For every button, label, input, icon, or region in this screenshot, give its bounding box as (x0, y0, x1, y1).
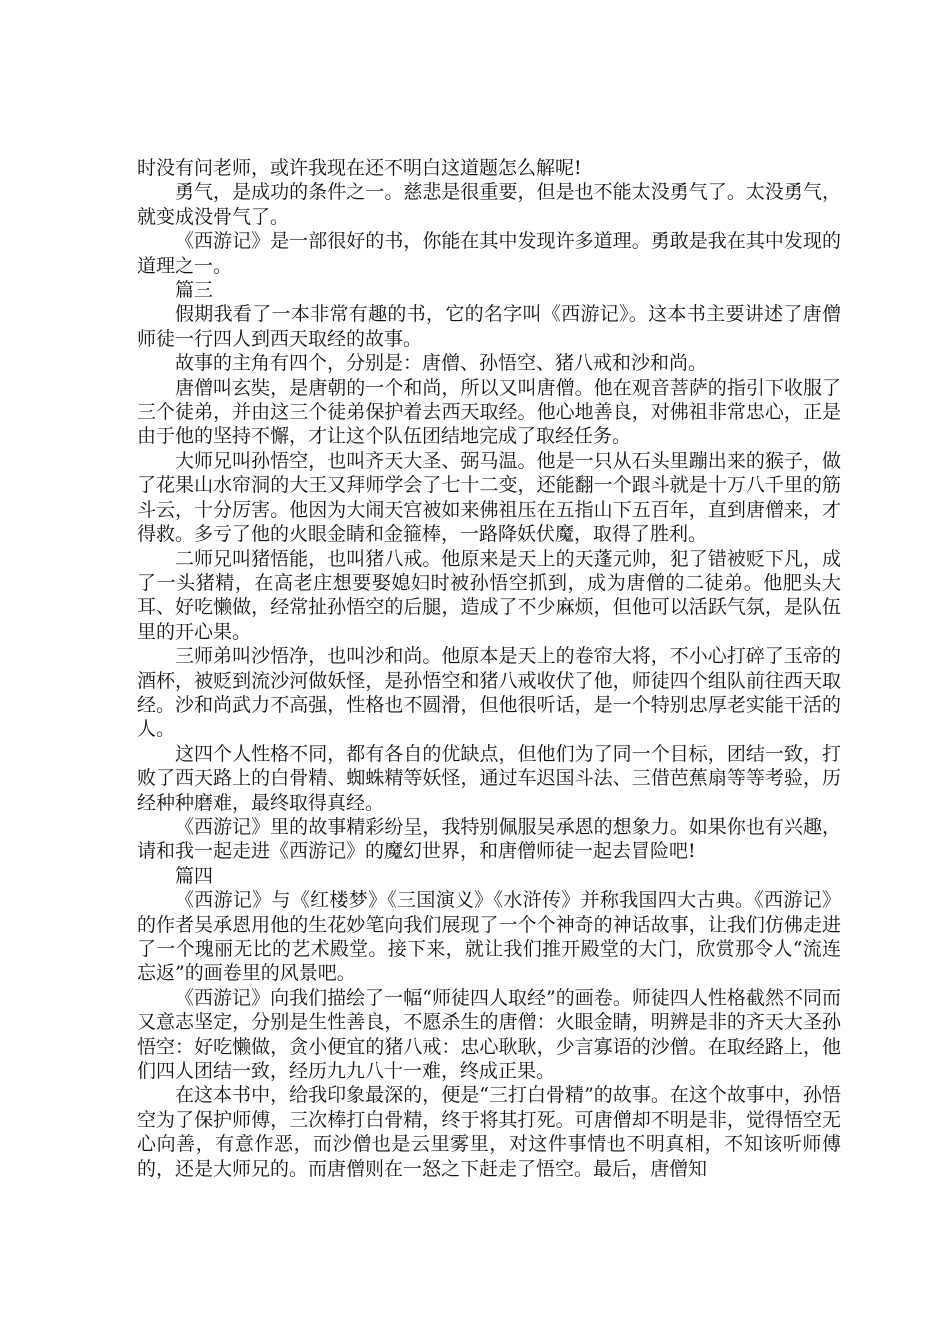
paragraph-pilgrimage-picture: 《西游记》向我们描绘了一幅“师徒四人取经”的画卷。师徒四人性格截然不同而又意志坚定，分别是生性善良，不愿杀生的唐僧：火眼金睛，明辨是非的齐天大圣孙悟空：好吃懒做，贪小便宜的猪八戒：忠心耿耿，少言寡语的沙僧。在取经路上，他们四人团结一致，经历九九八十一难，终成正果。 (137, 986, 841, 1083)
document-body (137, 156, 841, 1181)
paragraph-intro: 假期我看了一本非常有趣的书，它的名字叫《西游记》。这本书主要讲述了唐僧师徒一行四人到西天取经的故事。 (137, 303, 841, 350)
paragraph-zhu-bajie: 二师兄叫猪悟能，也叫猪八戒。他原来是天上的天蓬元帅，犯了错被贬下凡，成了一头猪精，在高老庄想要娶媳妇时被孙悟空抓到，成为唐僧的二徒弟。他肥头大耳、好吃懒做，经常扯孙悟空的后腿，造成了不少麻烦，但他可以活跃气氛，是队伍里的开心果。 (137, 547, 841, 643)
paragraph-four-personalities: 这四个人性格不同，都有各自的优缺点，但他们为了同一个目标，团结一致，打败了西天路上的白骨精、蜘蛛精等妖怪，通过车迟国斗法、三借芭蕉扇等等考验，历经种种磨难，最终取得真经。 (137, 742, 841, 814)
paragraph-tang-seng: 唐僧叫玄奘，是唐朝的一个和尚，所以又叫唐僧。他在观音菩萨的指引下收服了三个徒弟，并由这三个徒弟保护着去西天取经。他心地善良，对佛祖非常忠心，正是由于他的坚持不懈，才让这个队伍团结地完成了取经任务。 (137, 376, 841, 448)
section-heading-3: 篇三 (175, 279, 214, 302)
section-heading-4: 篇四 (175, 864, 214, 887)
paragraph-continuation: 时没有问老师，或许我现在还不明白这道题怎么解呢! (137, 157, 582, 179)
paragraph-courage: 勇气，是成功的条件之一。慈悲是很重要，但是也不能太没勇气了。太没勇气，就变成没骨气了。 (137, 181, 841, 228)
paragraph-sun-wukong: 大师兄叫孙悟空，也叫齐天大圣、弼马温。他是一只从石头里蹦出来的猴子，做了花果山水帘洞的大王又拜师学会了七十二变，还能翻一个跟斗就是十万八千里的筋斗云，十分厉害。他因为大闹天宫被如来佛祖压在五指山下五百年，直到唐僧来，才得救。多亏了他的火眼金睛和金箍棒，一路降妖伏魔，取得了胜利。 (137, 449, 841, 546)
paragraph-book-lessons: 《西游记》是一部很好的书，你能在其中发现许多道理。勇敢是我在其中发现的道理之一。 (137, 230, 841, 277)
paragraph-sha-wujing: 三师弟叫沙悟净，也叫沙和尚。他原本是天上的卷帘大将，不小心打碎了玉帝的酒杯，被贬到流沙河做妖怪，是孙悟空和猪八戒收伏了他，师徒四个组队前往西天取经。沙和尚武力不高强，性格也不圆滑，但他很听话，是一个特别忠厚老实能干活的人。 (137, 645, 841, 741)
paragraph-four-classics: 《西游记》与《红楼梦》《三国演义》《水浒传》并称我国四大古典。《西游记》的作者吴承恩用他的生花妙笔向我们展现了一个个神奇的神话故事，让我们仿佛走进了一个瑰丽无比的艺术殿堂。接下来，就让我们推开殿堂的大门，欣赏那令人“流连忘返”的画卷里的风景吧。 (137, 889, 841, 985)
paragraph-main-characters: 故事的主角有四个，分别是：唐僧、孙悟空、猪八戒和沙和尚。 (175, 352, 708, 375)
paragraph-invitation: 《西游记》里的故事精彩纷呈，我特别佩服吴承恩的想象力。如果你也有兴趣，请和我一起走进《西游记》的魔幻世界，和唐僧师徒一起去冒险吧! (137, 815, 841, 863)
paragraph-white-bone-demon: 在这本书中，给我印象最深的，便是“三打白骨精”的故事。在这个故事中，孙悟空为了保护师傅，三次棒打白骨精，终于将其打死。可唐僧却不明是非，觉得悟空无心向善，有意作恶，而沙僧也是云里雾里，对这件事情也不明真相，不知该听师傅的，还是大师兄的。而唐僧则在一怒之下赶走了悟空。最后，唐僧知 (137, 1084, 841, 1180)
